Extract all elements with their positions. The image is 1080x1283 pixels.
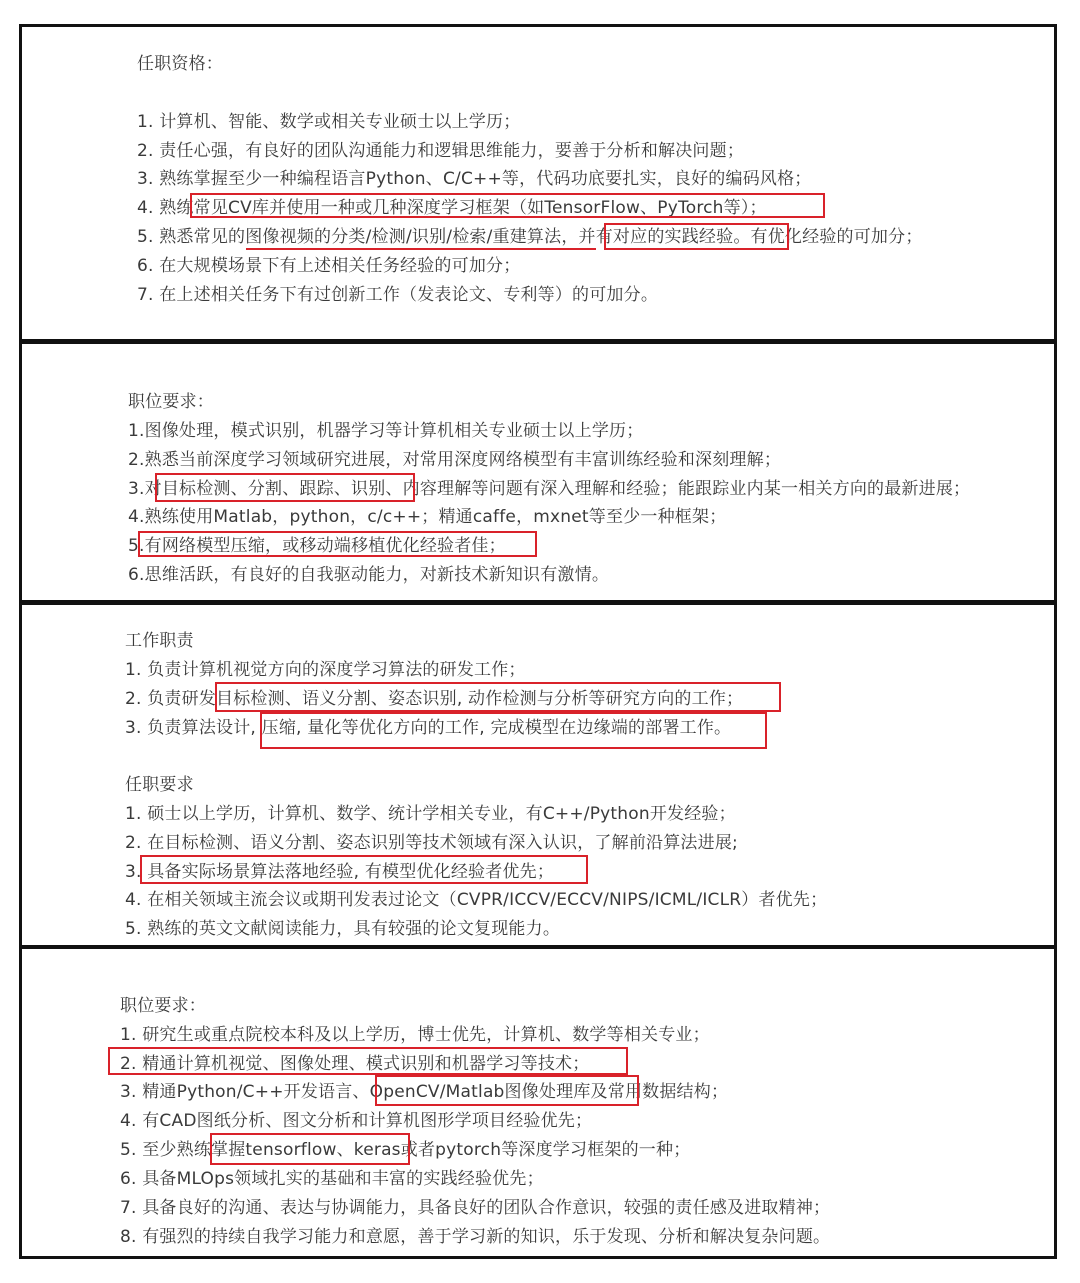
- list-item: 2. 在目标检测、语义分割、姿态识别等技术领域有深入认识，了解前沿算法进展;: [125, 833, 738, 853]
- highlight-box: [215, 682, 781, 712]
- highlight-box: [155, 473, 415, 502]
- list-item: 1.图像处理，模式识别，机器学习等计算机相关专业硕士以上学历；: [128, 421, 644, 441]
- list-item: 5. 熟练的英文文献阅读能力，具有较强的论文复现能力。: [125, 919, 561, 939]
- list-item: 6.思维活跃，有良好的自我驱动能力，对新技术新知识有激情。: [128, 565, 610, 585]
- section-1-title: 任职资格：: [137, 54, 223, 74]
- list-item: 2. 负责研发目标检测、语义分割、姿态识别, 动作检测与分析等研究方向的工作；: [125, 689, 744, 709]
- section-2-title: 职位要求：: [128, 392, 214, 412]
- list-item: 3. 熟练掌握至少一种编程语言Python、C/C++等，代码功底要扎实，良好的编码风格；: [137, 169, 812, 189]
- list-item: 5. 至少熟练掌握tensorflow、keras或者pytorch等深度学习框架的一种；: [120, 1140, 691, 1160]
- highlight-box: [140, 855, 588, 884]
- list-item: 6. 在大规模场景下有上述相关任务经验的可加分；: [137, 256, 521, 276]
- list-item: 2. 责任心强，有良好的团队沟通能力和逻辑思维能力，要善于分析和解决问题；: [137, 141, 745, 161]
- list-item: 5.有网络模型压缩，或移动端移植优化经验者佳；: [128, 536, 506, 556]
- highlight-box: [210, 1133, 410, 1165]
- highlight-box: [260, 712, 767, 749]
- list-item: 2. 精通计算机视觉、图像处理、模式识别和机器学习等技术；: [120, 1054, 590, 1074]
- list-item: 2.熟悉当前深度学习领域研究进展，对常用深度网络模型有丰富训练经验和深刻理解；: [128, 450, 782, 470]
- list-item: 4. 熟练常见CV库并使用一种或几种深度学习框架（如TensorFlow、PyTorch等）；: [137, 198, 767, 218]
- highlight-box: [138, 531, 537, 557]
- highlight-underline: [246, 248, 596, 250]
- section-3-title: 工作职责: [125, 631, 194, 651]
- list-item: 6. 具备MLOps领域扎实的基础和丰富的实践经验优先；: [120, 1169, 544, 1189]
- highlight-box: [604, 223, 789, 250]
- list-item: 1. 硕士以上学历，计算机、数学、统计学相关专业，有C++/Python开发经验；: [125, 804, 736, 824]
- list-item: 7. 具备良好的沟通、表达与协调能力，具备良好的团队合作意识，较强的责任感及进取精神；: [120, 1198, 831, 1218]
- list-item: 1. 计算机、智能、数学或相关专业硕士以上学历；: [137, 112, 521, 132]
- list-item: 3. 负责算法设计, 压缩, 量化等优化方向的工作, 完成模型在边缘端的部署工作。: [125, 718, 732, 738]
- section-3-title2: 任职要求: [125, 775, 194, 795]
- list-item: 1. 研究生或重点院校本科及以上学历，博士优先，计算机、数学等相关专业；: [120, 1025, 710, 1045]
- highlight-box: [108, 1047, 628, 1075]
- list-item: 4. 有CAD图纸分析、图文分析和计算机图形学项目经验优先；: [120, 1111, 593, 1131]
- list-item: 3. 具备实际场景算法落地经验, 有模型优化经验者优先；: [125, 862, 555, 882]
- list-item: 7. 在上述相关任务下有过创新工作（发表论文、专利等）的可加分。: [137, 285, 659, 305]
- list-item: 4.熟练使用Matlab，python，c/c++；精通caffe，mxnet等至少一种框架；: [128, 507, 727, 527]
- list-item: 1. 负责计算机视觉方向的深度学习算法的研发工作；: [125, 660, 526, 680]
- list-item: 3. 精通Python/C++开发语言、OpenCV/Matlab图像处理库及常用数据结构；: [120, 1082, 729, 1102]
- highlight-box: [190, 193, 825, 218]
- list-item: 5. 熟悉常见的图像视频的分类/检测/识别/检索/重建算法，并有对应的实践经验。有优化经验的可加分；: [137, 227, 923, 247]
- list-item: 4. 在相关领域主流会议或期刊发表过论文（CVPR/ICCV/ECCV/NIPS/ICML/ICLR）者优先；: [125, 890, 828, 910]
- list-item: 8. 有强烈的持续自我学习能力和意愿，善于学习新的知识，乐于发现、分析和解决复杂问题。: [120, 1227, 831, 1247]
- list-item: 3.对目标检测、分割、跟踪、识别、内容理解等问题有深入理解和经验；能跟踪业内某一相关方向的最新进展；: [128, 479, 971, 499]
- section-4-title: 职位要求：: [120, 996, 206, 1016]
- highlight-box: [375, 1075, 639, 1106]
